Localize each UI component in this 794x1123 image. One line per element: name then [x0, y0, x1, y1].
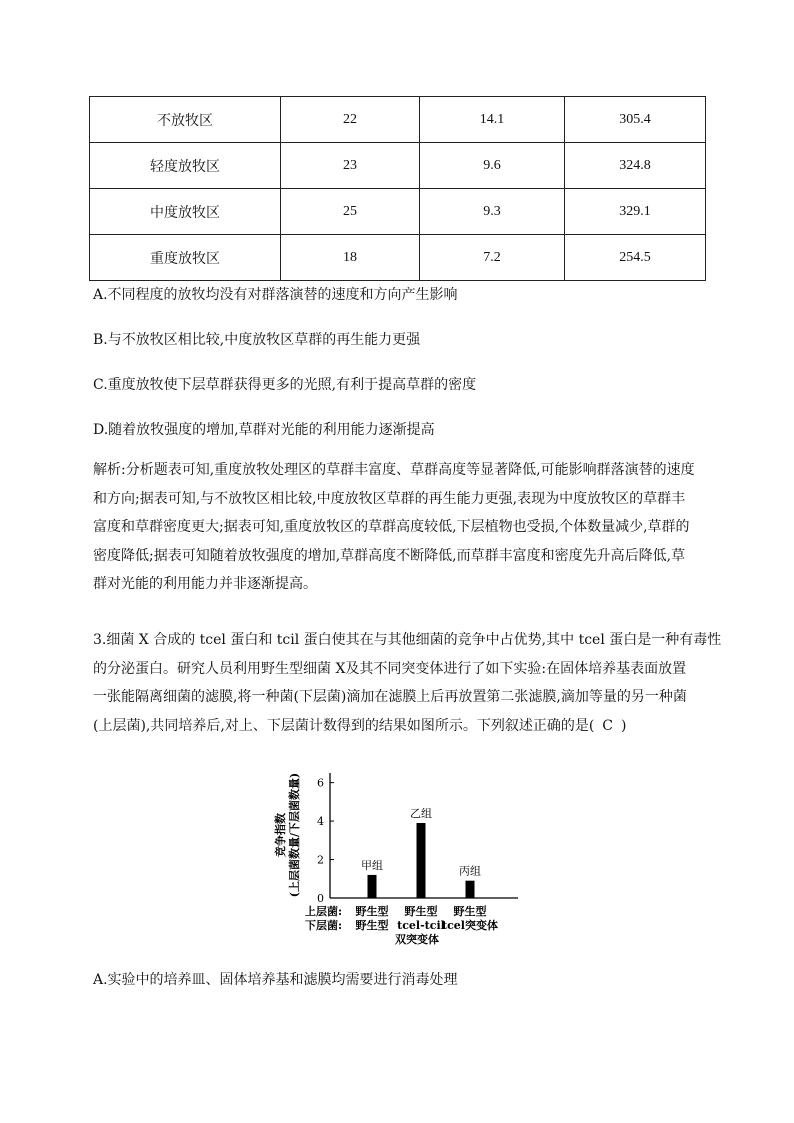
x-label-upper: 野生型 [453, 905, 487, 918]
option-b: B.与不放牧区相比较,中度放牧区草群的再生能力更强 [93, 332, 421, 348]
analysis-line: 密度降低;据表可知随着放牧强度的增加,草群高度不断降低,而草群丰富度和密度先升高后降低,草 [93, 547, 686, 564]
table-row [90, 97, 706, 143]
y-axis-label-line2: (上层菌数量/下层菌数量) [288, 772, 301, 898]
y-axis-label-line1: 竞争指数 [274, 813, 287, 857]
analysis-line: 和方向;据表可知,与不放牧区相比较,中度放牧区草群的再生能力更强,表现为中度放牧区的草群丰 [93, 490, 686, 507]
bar [466, 881, 475, 898]
question-3 [93, 626, 722, 740]
question-close-paren: ) [621, 717, 627, 734]
table-cell: 25 [281, 189, 420, 235]
question-line-text: (上层菌),共同培养后,对上、下层菌计数得到的结果如图所示。下列叙述正确的是( [93, 717, 595, 734]
question-line: 一张能隔离细菌的滤膜,将一种菌(下层菌)滴加在滤膜上后再放置第二张滤膜,滴加等量的另一种菌 [93, 689, 687, 705]
bar-label: 丙组 [459, 864, 481, 878]
table-cell: 重度放牧区 [90, 235, 281, 281]
table-cell: 中度放牧区 [90, 189, 281, 235]
table-cell: 254.5 [565, 235, 706, 281]
bar-label: 甲组 [361, 858, 383, 872]
option-c: C.重度放牧使下层草群获得更多的光照,有利于提高草群的密度 [93, 377, 477, 393]
question-line: 3.细菌 X 合成的 tcel 蛋白和 tcil 蛋白使其在与其他细菌的竞争中占优势,其中 tcel 蛋白是一种有毒性 [93, 632, 722, 648]
table-cell: 305.4 [565, 97, 706, 143]
x-row-label-lower: 下层菌: [305, 919, 343, 932]
analysis-line: 群对光能的利用能力并非逐渐提高。 [93, 576, 317, 592]
analysis-line: 富度和草群密度更大;据表可知,重度放牧区的草群高度较低,下层植物也受损,个体数量减少,草群的 [93, 519, 690, 535]
x-label-lower: tcel-tcil [397, 919, 445, 932]
y-tick-label: 2 [317, 853, 324, 867]
table-row [90, 189, 706, 235]
table-cell: 不放牧区 [90, 97, 281, 143]
answer-choice: C [602, 717, 614, 734]
y-tick-label: 4 [317, 815, 324, 829]
y-axis-label [273, 773, 301, 897]
table-cell: 18 [281, 235, 420, 281]
table-row [90, 235, 706, 281]
table-cell: 9.3 [420, 189, 565, 235]
table-cell: 轻度放牧区 [90, 143, 281, 189]
table-row [90, 143, 706, 189]
question-line: 的分泌蛋白。研究人员利用野生型细菌 X及其不同突变体进行了如下实验:在固体培养基表面放置 [93, 660, 687, 677]
bar [417, 823, 426, 898]
grazing-table [89, 96, 706, 281]
competition-bar-chart [270, 765, 530, 955]
option-a: A.不同程度的放牧均没有对群落演替的速度和方向产生影响 [93, 287, 458, 303]
table-cell: 22 [281, 97, 420, 143]
table-cell: 14.1 [420, 97, 565, 143]
x-row-label-upper: 上层菌: [305, 905, 343, 918]
x-label-lower: 野生型 [355, 919, 389, 932]
y-tick-label: 0 [317, 892, 324, 905]
table-cell: 324.8 [565, 143, 706, 189]
analysis-line: 解析:分析题表可知,重度放牧处理区的草群丰富度、草群高度等显著降低,可能影响群落演替的速度 [93, 462, 695, 478]
x-label-lower: tcel突变体 [442, 919, 498, 932]
x-label-upper: 野生型 [404, 905, 438, 918]
x-label-upper: 野生型 [355, 905, 389, 918]
option-a-q3: A.实验中的培养皿、固体培养基和滤膜均需要进行消毒处理 [93, 972, 458, 988]
question-line [93, 712, 707, 741]
x-label-lower-extra: 双突变体 [395, 933, 439, 946]
table-cell: 7.2 [420, 235, 565, 281]
table-cell: 23 [281, 143, 420, 189]
y-tick-label: 6 [317, 776, 324, 790]
bar [368, 875, 377, 898]
analysis-paragraph [93, 456, 707, 599]
option-d: D.随着放牧强度的增加,草群对光能的利用能力逐渐提高 [93, 422, 435, 438]
table-cell: 9.6 [420, 143, 565, 189]
table-cell: 329.1 [565, 189, 706, 235]
bar-label: 乙组 [410, 807, 432, 820]
